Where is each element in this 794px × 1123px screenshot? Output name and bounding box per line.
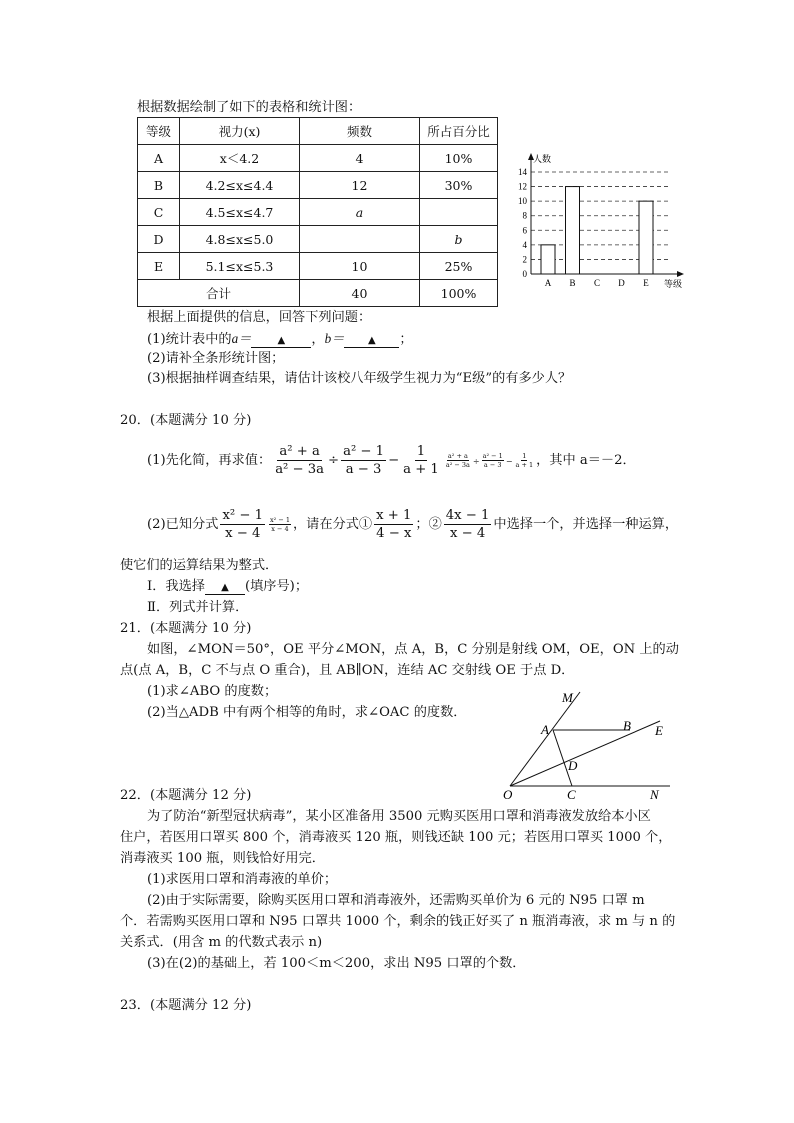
label-o: O [503, 787, 513, 802]
q20-part2: (2)已知分式 $\frac{\text{x² − 1}}{x - 4}$ $\frac{\text{x² − 1}}{x - 4}$ ，请在分式① $\frac{x + 1}{4 - x}$ ；② $\frac{4x - 1}{x - 4}$ 中选择一个，并选择一种运算， [147, 508, 679, 541]
table-header-row [138, 118, 498, 145]
fraction: $\frac{x + 1}{4 - x}$ [376, 508, 412, 541]
table-header: 视力(x) [180, 118, 300, 145]
table-row [138, 253, 498, 280]
label-e: E [655, 723, 663, 738]
table-cell: 4.8≤x≤5.0 [180, 226, 300, 253]
label-a: A [541, 722, 549, 737]
q21-line2: 点(点 A，B，C 不与点 O 重合)，且 AB∥ON，连结 AC 交射线 OE 于点 D． [120, 663, 575, 678]
table-cell: 4 [300, 145, 420, 172]
table-cell: 4.5≤x≤4.7 [180, 199, 300, 226]
ray-oe [510, 721, 660, 786]
answer-blank-a: ▲ [251, 334, 311, 348]
table-cell: 100% [420, 280, 498, 307]
answer-blank-b: ▲ [344, 334, 399, 348]
fraction: $\frac{\text{a² − 1}}{a - 3}$ [343, 444, 385, 477]
q23-heading: 23．(本题满分 12 分) [120, 998, 252, 1013]
table-row [138, 172, 498, 199]
table-cell: D [138, 226, 180, 253]
answer-blank-choice: ▲ [205, 581, 245, 595]
table-total-row [138, 280, 498, 307]
table-cell: 12 [300, 172, 420, 199]
q21-part1: (1)求∠ABO 的度数； [147, 684, 278, 699]
q20-step1: Ⅰ．我选择 ▲ (填序号)； [147, 579, 309, 594]
bar [541, 245, 555, 274]
table-cell: 4.2≤x≤4.4 [180, 172, 300, 199]
table-cell: 30% [420, 172, 498, 199]
table-row [138, 145, 498, 172]
q19-part1: (1)统计表中的a＝ ▲ ，b＝ ▲ ； [147, 331, 413, 347]
y-tick-label: 4 [522, 239, 527, 250]
q22-part2-line3: 关系式．(用含 m 的代数式表示 n) [120, 935, 323, 950]
q22-part3: (3)在(2)的基础上，若 100＜m＜200，求出 N95 口罩的个数． [147, 956, 526, 971]
fraction: $\frac{1}{a + 1}$ [403, 444, 439, 477]
q19-lead: 根据上面提供的信息，回答下列问题： [147, 310, 372, 325]
bar [566, 187, 580, 274]
intro-text: 根据数据绘制了如下的表格和统计图： [137, 100, 362, 115]
y-tick-label: 6 [522, 225, 527, 236]
table-cell: 5.1≤x≤5.3 [180, 253, 300, 280]
x-tick-label: A [544, 278, 552, 288]
table-cell: 合计 [138, 280, 300, 307]
x-tick-label: C [593, 278, 601, 288]
table-header: 频数 [300, 118, 420, 145]
table-cell [420, 199, 498, 226]
table-cell: 40 [300, 280, 420, 307]
table-cell: C [138, 199, 180, 226]
q20-step2: Ⅱ．列式并计算． [147, 600, 249, 615]
label-b: B [623, 718, 631, 733]
y-tick-label: 10 [518, 196, 527, 207]
table-cell: a [300, 199, 420, 226]
q21-part2: (2)当△ADB 中有两个相等的角时，求∠OAC 的度数． [147, 705, 467, 720]
y-tick-label: 14 [518, 167, 527, 177]
table-header: 等级 [138, 118, 180, 145]
q22-part1: (1)求医用口罩和消毒液的单价； [147, 872, 338, 887]
fraction-small: $\frac{\text{x² − 1}}{x - 4}$ [270, 516, 290, 533]
q20-heading: 20．(本题满分 10 分) [120, 413, 252, 428]
bar-chart [505, 150, 695, 295]
q22-line2: 住户，若医用口罩买 800 个，消毒液买 120 瓶，则钱还缺 100 元；若医用口罩买 1000 个， [120, 830, 672, 845]
q19-part3: (3)根据抽样调查结果，请估计该校八年级学生视力为“E级”的有多少人？ [147, 371, 572, 386]
q22-part2-line1: (2)由于实际需要，除购买医用口罩和消毒液外，还需购买单价为 6 元的 N95 口罩 m [147, 893, 645, 908]
label-n: N [650, 787, 659, 802]
label-d: D [568, 758, 578, 773]
q22-part2-line2: 个．若需购买医用口罩和 N95 口罩共 1000 个，剩余的钱正好买了 n 瓶消毒液，求 m 与 n 的 [120, 914, 676, 929]
y-axis-label: 人数 [533, 154, 552, 164]
fraction-small: $\frac{\text{a² + a}}{\text{a² − 3a}}$ [445, 452, 470, 469]
table-cell: E [138, 253, 180, 280]
fraction: $\frac{\text{a² + a}}{\text{a² − 3a}}$ [275, 444, 325, 477]
y-tick-label: 0 [522, 269, 527, 279]
y-tick-label: 12 [518, 181, 527, 192]
q22-line1: 为了防治“新型冠状病毒”，某小区准备用 3500 元购买医用口罩和消毒液发放给本小区 [147, 809, 651, 824]
q22-heading: 22．(本题满分 12 分) [120, 788, 252, 803]
label-m: M [562, 690, 573, 705]
geometry-figure [500, 688, 680, 803]
table-header: 所占百分比 [420, 118, 498, 145]
x-tick-label: D [618, 278, 625, 288]
fraction: $\frac{4x - 1}{x - 4}$ [445, 508, 490, 541]
bar [639, 201, 653, 274]
statistics-table [137, 117, 498, 307]
table-cell: A [138, 145, 180, 172]
q20-part2-line2: 使它们的运算结果为整式． [120, 558, 279, 573]
x-axis-label: 等级 [663, 279, 683, 289]
label-c: C [567, 787, 576, 802]
table-row [138, 199, 498, 226]
fraction: $\frac{\text{x² − 1}}{x - 4}$ [222, 508, 263, 541]
table-cell: 10 [300, 253, 420, 280]
table-cell: 10% [420, 145, 498, 172]
x-axis-arrow [677, 271, 684, 277]
table-cell [300, 226, 420, 253]
q21-heading: 21．(本题满分 10 分) [120, 621, 252, 636]
q22-line3: 消毒液买 100 瓶，则钱恰好用完． [120, 851, 325, 866]
table-cell: B [138, 172, 180, 199]
table-cell: b [420, 226, 498, 253]
x-tick-label: E [643, 278, 649, 288]
x-tick-label: B [569, 278, 576, 288]
q20-part1: (1)先化简，再求值： $\frac{\text{a² + a}}{\text{a² − 3a}}$ ÷ $\frac{\text{a² − 1}}{a - 3}$ − $\frac{1}{a + 1}$ $\frac{\text{a² + a}}{\text{a² − 3a}}$ ÷ $\frac{\text{a² − 1}}{a - 3}$ − $\frac{1}{a + 1}$ ，其中 a＝－2． [147, 444, 636, 477]
table-cell: 25% [420, 253, 498, 280]
q21-line1: 如图，∠MON＝50°，OE 平分∠MON，点 A，B，C 分别是射线 OM，OE，ON 上的动 [147, 642, 679, 657]
table-row [138, 226, 498, 253]
y-tick-label: 2 [522, 254, 527, 265]
table-cell: x＜4.2 [180, 145, 300, 172]
fraction-small: $\frac{1}{a + 1}$ [515, 452, 534, 469]
y-tick-label: 8 [522, 210, 527, 221]
fraction-small: $\frac{\text{a² − 1}}{a - 3}$ [482, 452, 503, 469]
q19-part2: (2)请补全条形统计图； [147, 351, 285, 366]
